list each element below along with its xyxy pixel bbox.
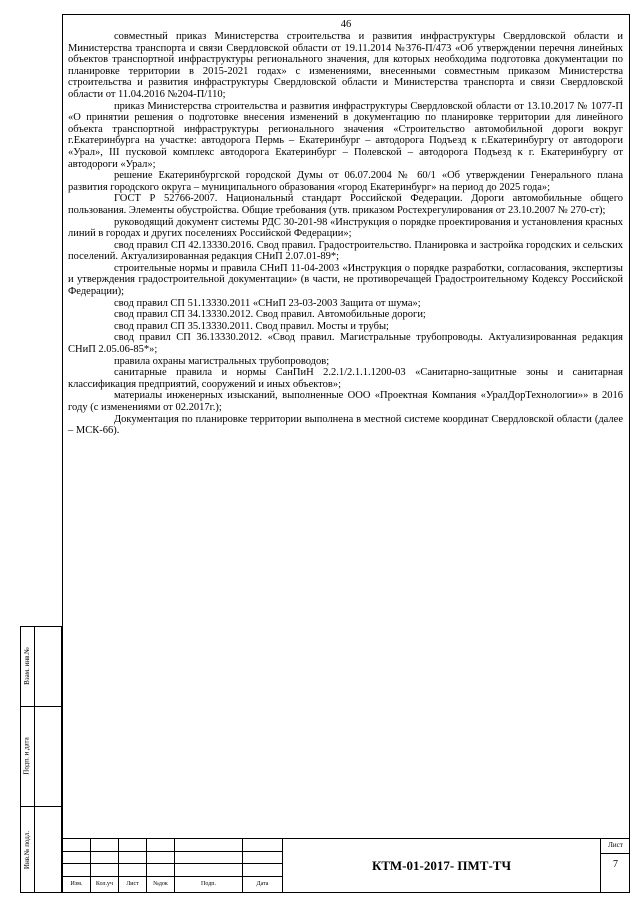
paragraph: руководящий документ системы РДС 30-201-98 «Инструкция о порядке проектирования и установления красных линий в городах и других поселениях Российской Федерации»;	[68, 216, 623, 240]
sheet-box	[600, 838, 630, 893]
page-number: 46	[340, 19, 352, 30]
paragraph: приказ Министерства строительства и развития инфраструктуры Свердловской области от 13.10.2017 № 1077-П «О принятии решения о подготовке внесения изменений в документацию по планировке территории для линейного объекта транспортной инфраструктуры регионального значения «Строительство автомобильной дороги вокруг г.Екатеринбурга на участке: автодорога Пермь – Екатеринбург – автодорога Подъезд к г.Екатеринбургу от автодороги «Урал», III пусковой комплекс автодорога Екатеринбург – Полевской – автодорога Подъезд к г. Екатеринбургу от автодороги «Урал»;	[68, 100, 623, 170]
paragraph: свод правил СП 36.13330.2012. «Свод правил. Магистральные трубопроводы. Актуализированная редакция СНиП 2.05.06-85*»;	[68, 332, 623, 356]
side-label-vzam: Взам. инв.№	[23, 647, 32, 685]
side-stamp	[20, 626, 62, 893]
paragraph: решение Екатеринбургской городской Думы от 06.07.2004 № 60/1 «Об утверждении Генерального плана развития городского округа – муниципального образования «город Екатеринбург» на период до 2025 года»;	[68, 170, 623, 193]
sheet-label: Лист	[601, 841, 630, 854]
title-block	[62, 838, 630, 893]
paragraph: свод правил СП 42.13330.2016. Свод правил. Градостроительство. Планировка и застройка городских и сельских поселений. Актуализированная редакция СНиП 2.07.01-89*;	[68, 239, 623, 263]
paragraph: ГОСТ Р 52766-2007. Национальный стандарт Российской Федерации. Дороги автомобильные общего пользования. Элементы обустройства. Общие требования (утв. приказом Ростехрегулирования от 23.10.2007 № 270-ст);	[68, 193, 623, 216]
revision-table	[62, 838, 283, 893]
paragraph: материалы инженерных изысканий, выполненные ООО «Проектная Компания «УралДорТехнологии»» в 2016 году (с изменениями от 02.2017г.);	[68, 390, 623, 413]
sheet-number: 7	[613, 859, 618, 870]
col-list: Лист	[119, 876, 147, 892]
col-izm: Изм.	[63, 876, 91, 892]
page-frame	[62, 14, 630, 893]
paragraph: совместный приказ Министерства строительства и развития инфраструктуры Свердловской области и Министерства транспорта и связи Свердловской области от 19.11.2014 №376-П/473 «Об утверждении перечня линейных объектов транспортной инфраструктуры регионального значения, для которых необходима подготовка документации по планировке территории в 2015-2021 годах» с изменениями, внесенными совместным приказом Министерства строительства и развития инфраструктуры Свердловской области и Министерства транспорта и связи Свердловской области от 11.04.2016 №204-П/110;	[68, 31, 623, 100]
document-body	[68, 31, 623, 437]
col-kol-uch: Кол.уч	[91, 876, 119, 892]
col-ndok: №док	[147, 876, 175, 892]
paragraph: Документация по планировке территории выполнена в местной системе координат Свердловской области (далее – МСК-66).	[68, 413, 623, 437]
side-label-inv: Инв.№ подл.	[23, 830, 32, 869]
col-data: Дата	[243, 876, 283, 892]
paragraph: свод правил СП 35.13330.2011. Свод правил. Мосты и трубы;	[114, 320, 389, 332]
paragraph: свод правил СП 34.13330.2012. Свод правил. Автомобильные дороги;	[114, 309, 426, 321]
col-podp: Подп.	[175, 876, 243, 892]
paragraph: правила охраны магистральных трубопроводов;	[114, 355, 330, 367]
paragraph: свод правил СП 51.13330.2011 «СНиП 23-03-2003 Защита от шума»;	[114, 297, 421, 309]
side-label-podp: Подп. и дата	[23, 737, 31, 775]
paragraph: строительные нормы и правила СНиП 11-04-2003 «Инструкция о порядке разработки, согласования, экспертизы и утверждения градостроительной документации» (в части, не противоречащей Градостроительному Кодексу Российской Федерации);	[68, 262, 623, 298]
document-code: КТМ-01-2017- ПМТ-ТЧ	[282, 838, 600, 893]
paragraph: санитарные правила и нормы СанПиН 2.2.1/2.1.1.1200-03 «Санитарно-защитные зоны и санитарная классификация предприятий, сооружений и иных объектов»;	[68, 367, 623, 390]
